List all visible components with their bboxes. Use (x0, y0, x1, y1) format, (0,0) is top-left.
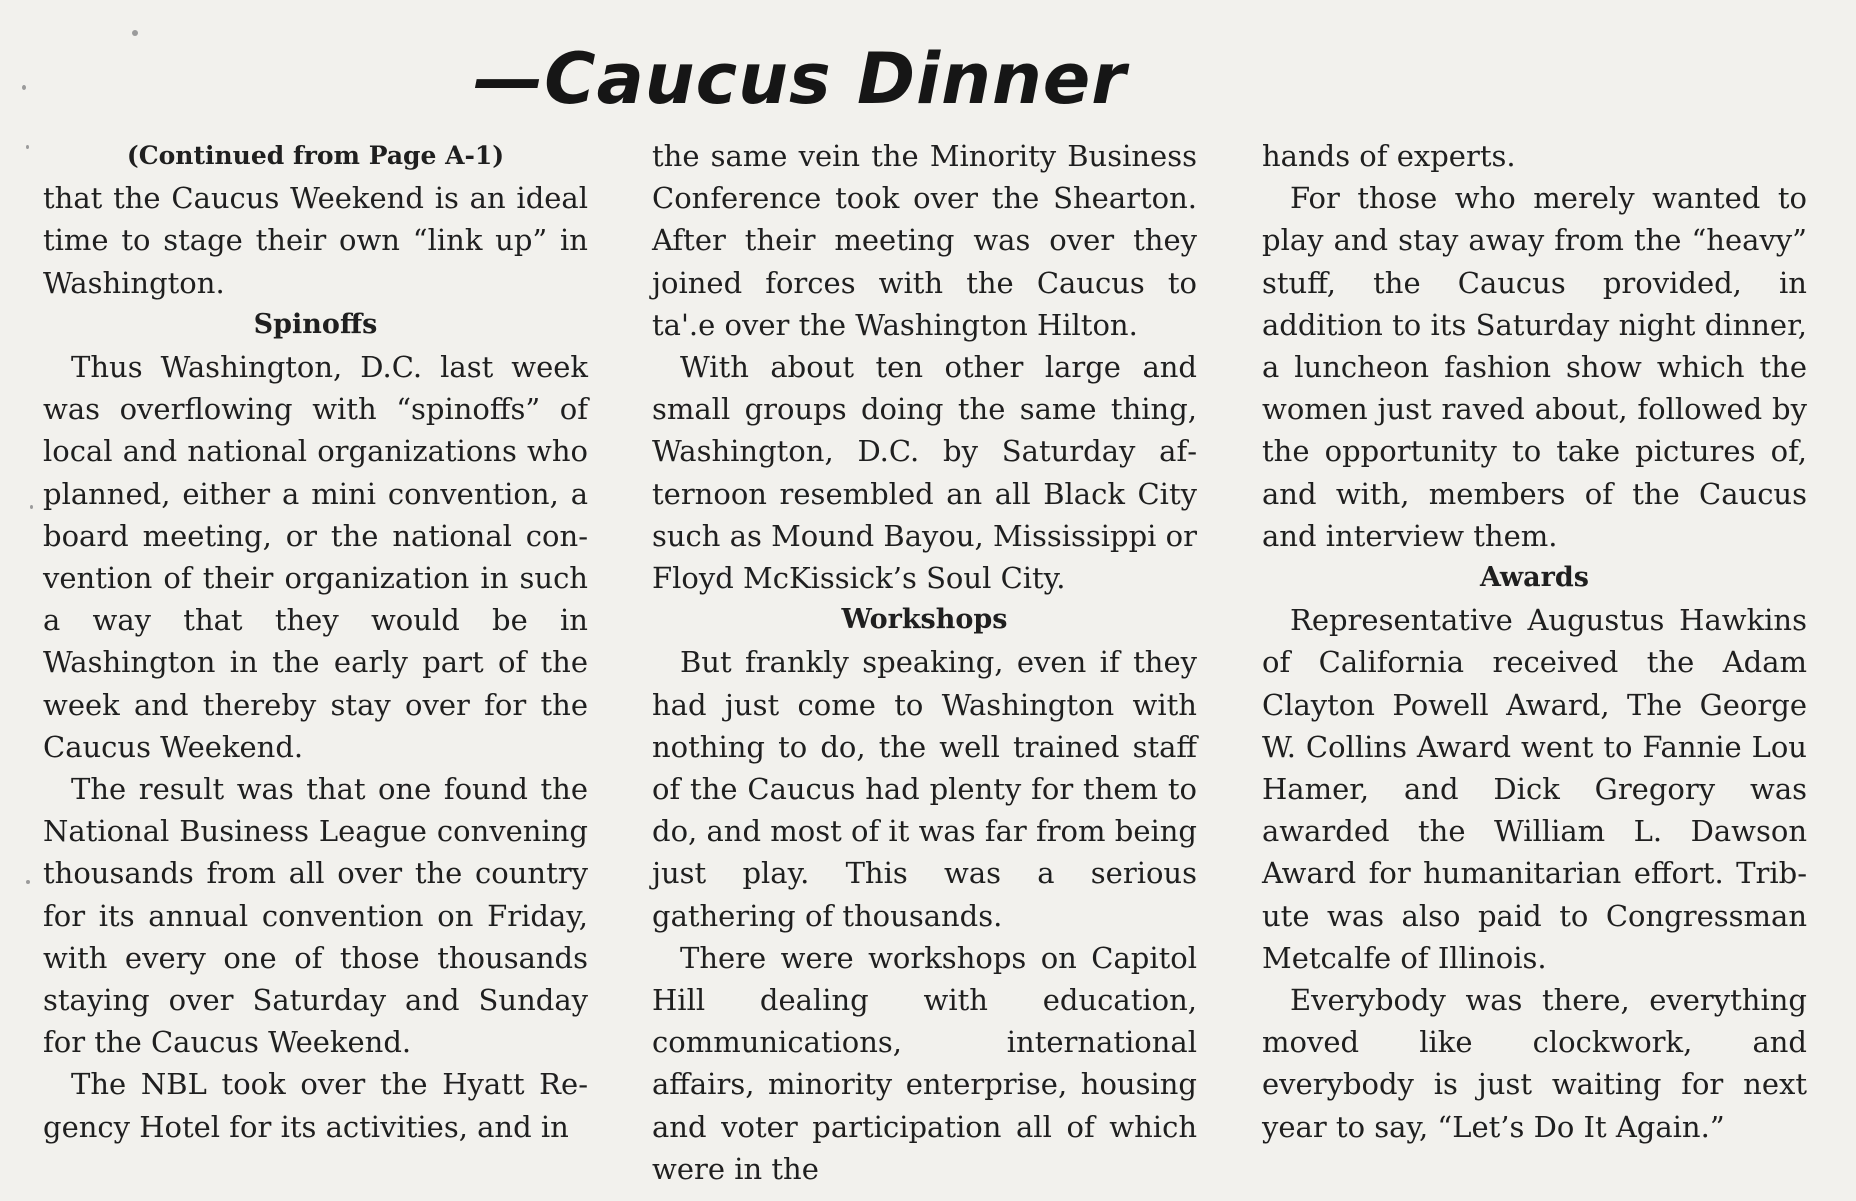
print-speck (132, 30, 138, 36)
paragraph: The result was that one found the National Business League convening thousands from all over the country for its annual convention on Friday, with every one of those thousands staying over Saturday and Sunday for the Caucus Weekend. (43, 772, 588, 1060)
paragraph: Everybody was there, everything moved like clockwork, and everybody is just waiting for next year to say, “Let’s Do It Again.” (1262, 983, 1807, 1144)
subhead-awards: Awards (1480, 562, 1589, 594)
paragraph: Representative Augustus Hawkins of California received the Adam Clayton Powell Award, The George W. Collins Award went to Fannie Lou Hamer, and Dick Gregory was awarded the William L. Dawson Award for humanitarian effort. Tribute was also paid to Congressman Metcalfe of Illinois. (1262, 603, 1807, 975)
article-column-1 (43, 135, 588, 1148)
paragraph: hands of experts. (1262, 139, 1516, 173)
print-speck (26, 145, 29, 149)
subhead-workshops: Workshops (841, 604, 1008, 636)
print-speck (30, 505, 33, 509)
paragraph: that the Caucus Weekend is an ideal time to stage their own “link up” in Washington. (43, 181, 588, 300)
print-speck (26, 880, 30, 884)
article-column-3 (1262, 135, 1807, 1148)
subhead-spinoffs: Spinoffs (253, 308, 378, 340)
paragraph: Thus Washington, D.C. last week was overflowing with “spinoffs” of local and national organizations who planned, either a mini convention, a board meeting, or the national convention of their organization in such a way that they would be in Washington in the early part of the week and thereby stay over for the Caucus Weekend. (43, 350, 588, 764)
article-column-2 (652, 135, 1197, 1190)
paragraph: With about ten other large and small groups doing the same thing, Washington, D.C. by Saturday afternoon resembled an all Black City such as Mound Bayou, Mississippi or Floyd McKissick’s Soul City. (652, 350, 1197, 596)
headline: —Caucus Dinner (473, 38, 1127, 120)
paragraph: There were workshops on Capitol Hill dealing with education, communications, international affairs, minority enterprise, housing and voter participation all of which were in the (652, 940, 1197, 1186)
paragraph: For those who merely wanted to play and stay away from the “heavy” stuff, the Caucus provided, in addition to its Saturday night dinner, a luncheon fashion show which the women just raved about, followed by the opportunity to take pictures of, and with, members of the Caucus and interview them. (1262, 181, 1807, 553)
paragraph: the same vein the Minority Business Conference took over the Shearton. After their meeting was over they joined forces with the Caucus to ta'.e over the Washington Hilton. (652, 139, 1197, 342)
print-speck (22, 85, 26, 90)
paragraph: The NBL took over the Hyatt Regency Hotel for its activities, and in (43, 1067, 588, 1144)
paragraph: But frankly speaking, even if they had just come to Washington with nothing to do, the well trained staff of the Caucus had plenty for them to do, and most of it was far from being just play. This was a serious gathering of thousands. (652, 645, 1197, 933)
continued-from-line: (Continued from Page A-1) (126, 141, 505, 170)
